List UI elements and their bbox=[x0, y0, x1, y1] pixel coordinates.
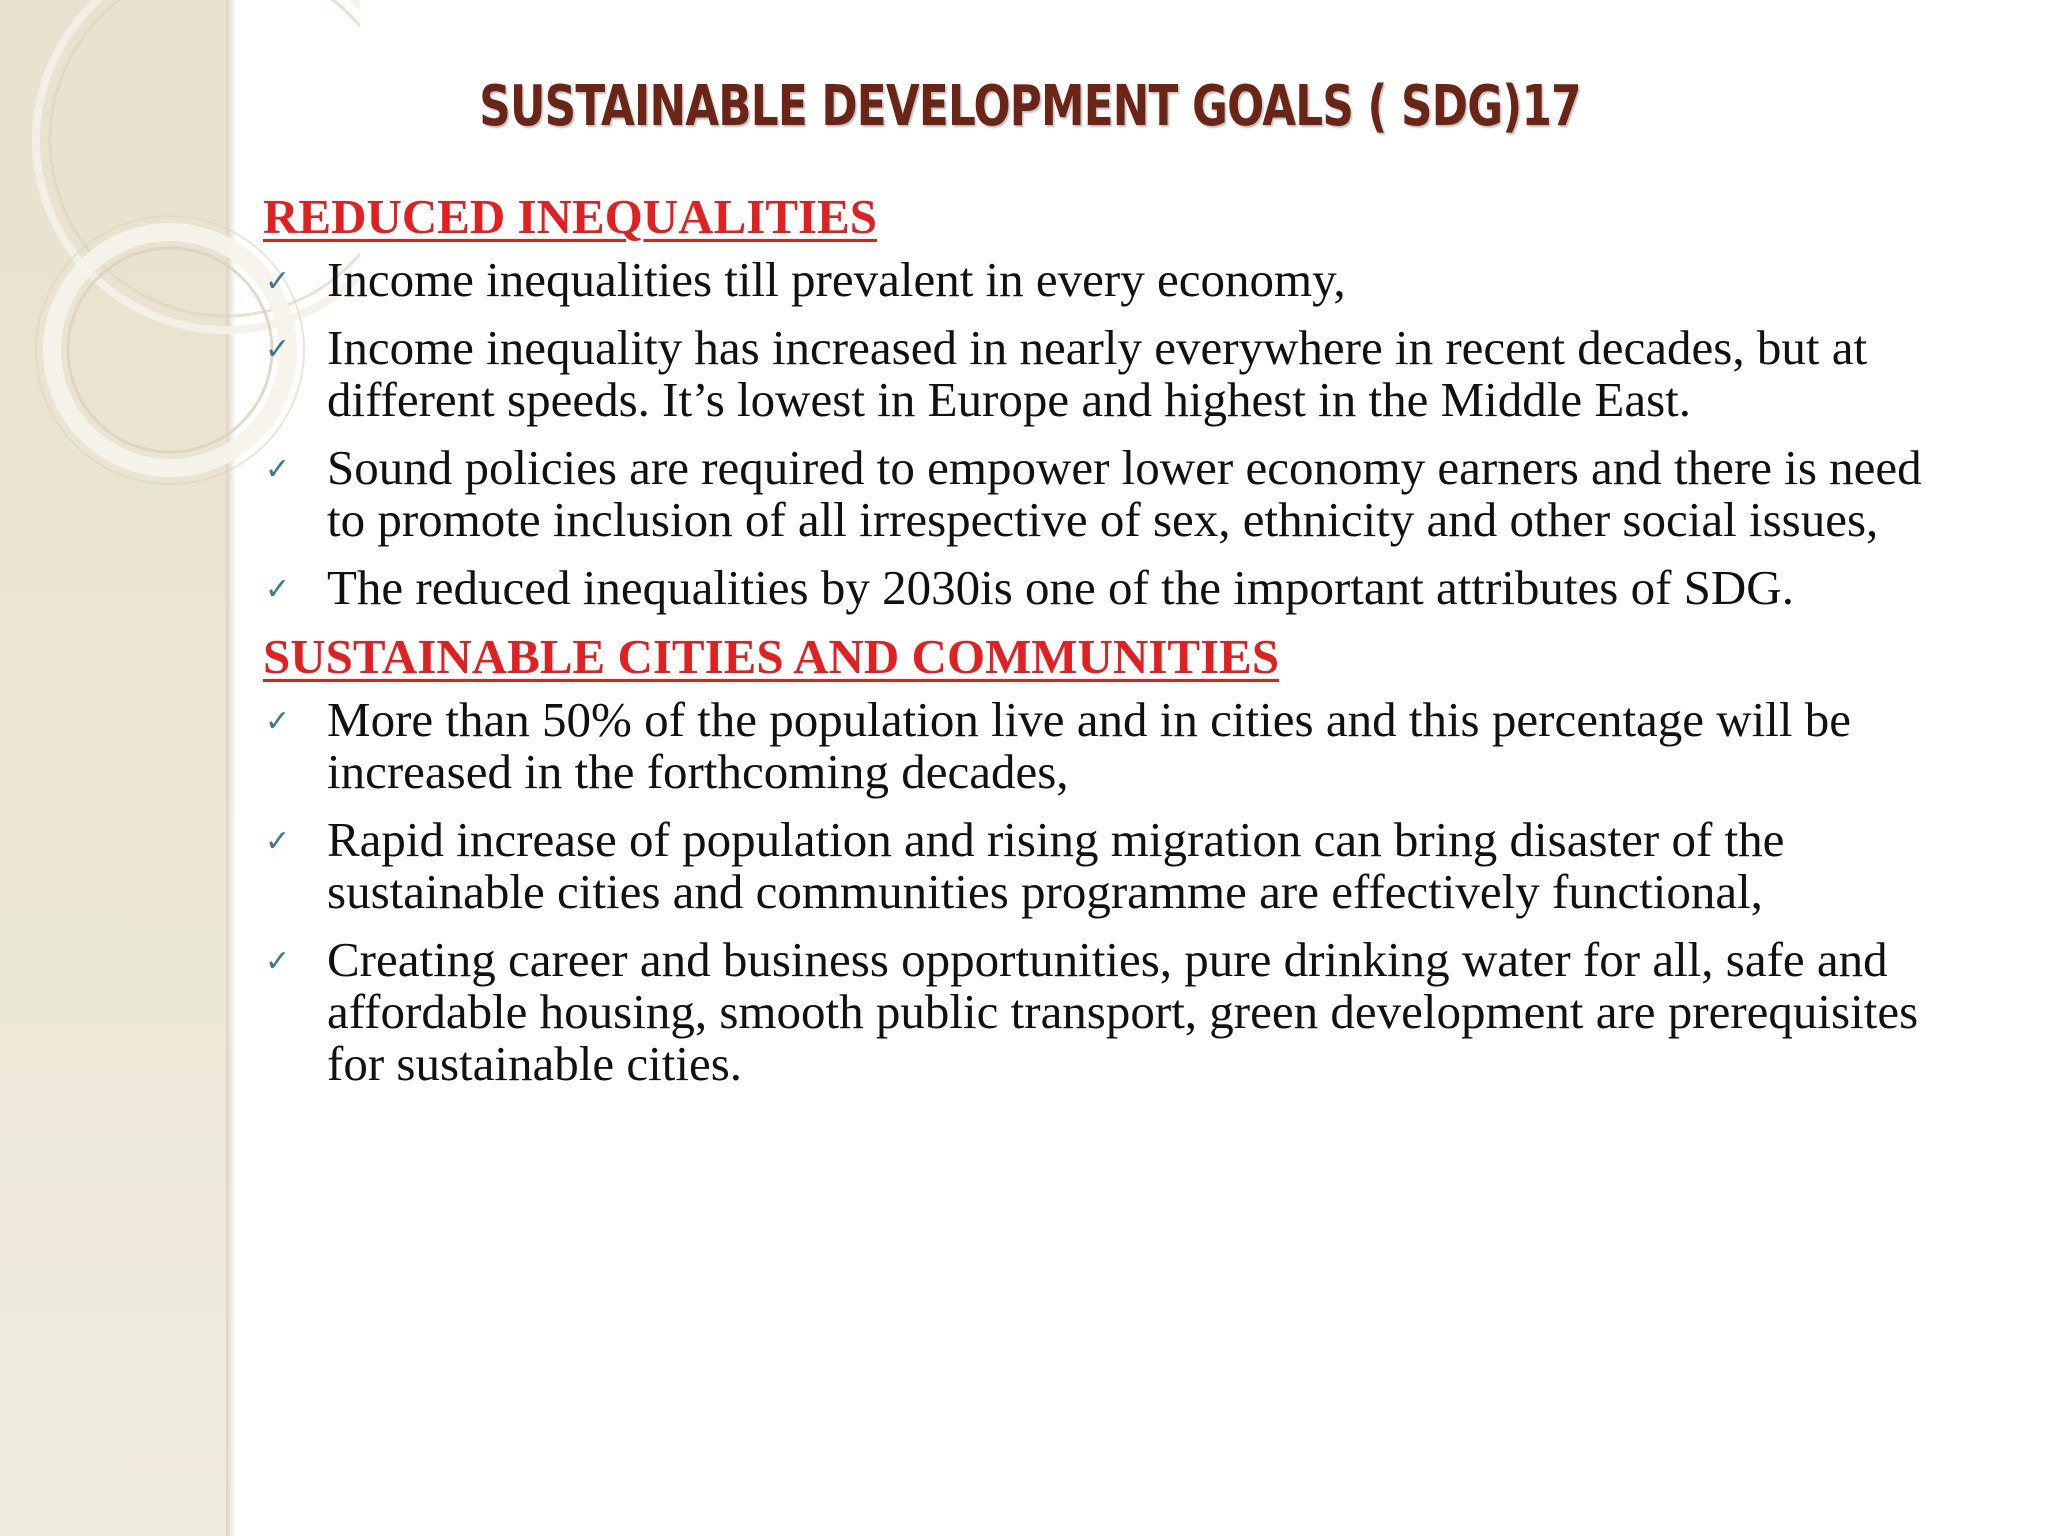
check-mark-icon: ✓ bbox=[265, 451, 291, 487]
bullet-item bbox=[263, 251, 1963, 307]
bullet-item bbox=[263, 691, 1963, 799]
bullet-item bbox=[263, 559, 1963, 615]
section-heading-reduced-inequalities: REDUCED INEQUALITIES bbox=[263, 189, 878, 244]
bullet-text: Income inequality has increased in nearly everywhere in recent decades, but at different speeds. It’s lowest in Europe and highest in the Middle East. bbox=[327, 319, 1868, 427]
deco-ring-middle bbox=[52, 232, 291, 468]
section-heading-sustainable-cities: SUSTAINABLE CITIES AND COMMUNITIES bbox=[263, 628, 1280, 684]
check-mark-icon: ✓ bbox=[265, 703, 291, 739]
bullet-item bbox=[263, 811, 1963, 919]
bullet-text: Income inequalities till prevalent in every economy, bbox=[327, 251, 1346, 307]
bullet-text: Creating career and business opportunities, pure drinking water for all, safe and affordable housing, smooth public transport, green development are prerequisites for sustainable cities. bbox=[327, 931, 1919, 1091]
bullet-item bbox=[263, 439, 1963, 547]
bullet-list-reduced-inequalities bbox=[263, 251, 1963, 615]
bullet-item bbox=[263, 319, 1963, 427]
check-mark-icon: ✓ bbox=[265, 943, 291, 979]
slide-title: SUSTAINABLE DEVELOPMENT GOALS ( SDG)17 bbox=[479, 74, 1581, 139]
slide-content bbox=[263, 190, 1963, 1106]
deco-ring-middle-inner bbox=[68, 248, 272, 452]
bullet-text: Rapid increase of population and rising migration can bring disaster of the sustainable cities and communities programme are effectively functional, bbox=[327, 811, 1785, 919]
bullet-item bbox=[263, 931, 1963, 1091]
check-mark-icon: ✓ bbox=[265, 823, 291, 859]
check-mark-icon: ✓ bbox=[265, 571, 291, 607]
check-mark-icon: ✓ bbox=[265, 263, 291, 299]
bullet-text: More than 50% of the population live and in cities and this percentage will be increased in the forthcoming decades, bbox=[327, 691, 1852, 799]
bullet-text: Sound policies are required to empower lower economy earners and there is need to promote inclusion of all irrespective of sex, ethnicity and other social issues, bbox=[327, 439, 1922, 547]
bullet-text: The reduced inequalities by 2030is one of the important attributes of SDG. bbox=[327, 559, 1794, 615]
bullet-list-sustainable-cities bbox=[263, 691, 1963, 1091]
check-mark-icon: ✓ bbox=[265, 331, 291, 367]
